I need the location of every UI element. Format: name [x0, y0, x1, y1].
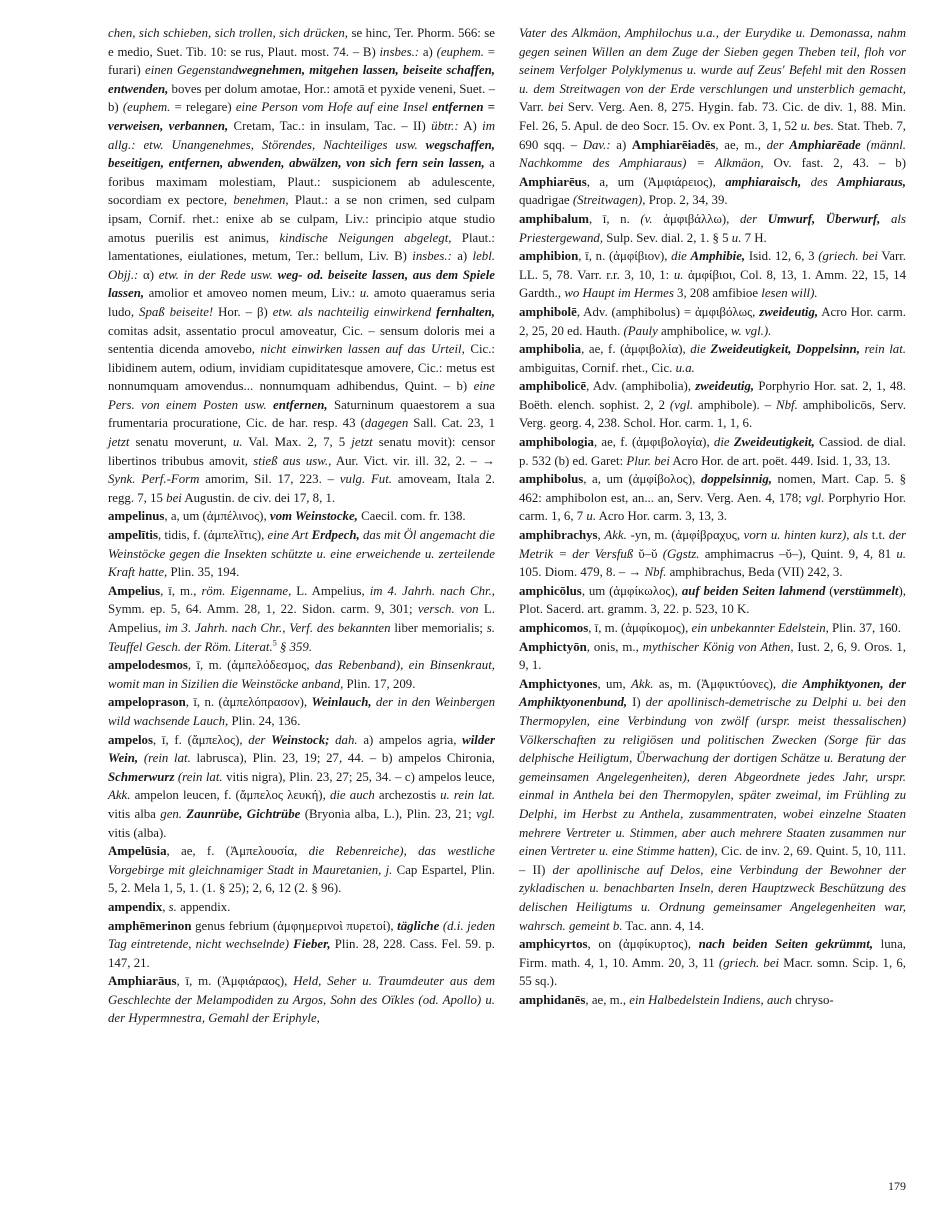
entry-text: Augustin. de civ. dei 17, 8, 1. — [181, 490, 336, 505]
headword: ampeloprason — [108, 695, 186, 710]
entry-text: tägliche — [397, 918, 440, 933]
dictionary-entry — [108, 731, 495, 843]
entry-text: , ī, n. (ἀμφίβιον), — [578, 249, 672, 264]
headword: ampelītis — [108, 528, 158, 543]
entry-text: Porphyrio Hor. carm. 1, 6, 7 — [519, 490, 907, 524]
entry-text: das mit Öl angemacht die Weinstöcke gegen die Insekten schützte u. eine erweichende u. zerteilende Kraft hatte, — [108, 528, 495, 580]
entry-text: = furari) — [108, 44, 495, 78]
entry-text: , ī, f. (ἄμπελος), — [152, 732, 249, 747]
entry-text: Held, Seher u. Traumdeuter aus dem Geschlechte der Melampodiden zu Argos, Sohn des Oïkles (od. Apollo) u. der Hypermnestra, Gemahl der Eriphyle, — [108, 974, 495, 1026]
entry-text: Fieber, — [293, 937, 331, 952]
dictionary-entry — [519, 340, 906, 377]
entry-text: Zaunrübe, Gichtrübe — [186, 806, 301, 821]
entry-text: , um (ἀμφίκωλος), — [581, 583, 682, 598]
headword: Amphictyones — [519, 676, 598, 691]
entry-text: benehmen, — [233, 193, 289, 208]
entry-text: w. vgl.). — [730, 323, 772, 338]
entry-text: die — [671, 249, 691, 264]
entry-text: vgl. — [805, 490, 825, 505]
entry-text: , ae, f. (Ἀμπελουσία, — [166, 844, 309, 859]
entry-text: der Metrik = der Versfuß — [519, 528, 907, 561]
entry-text: , um, — [597, 676, 632, 691]
entry-text: amphimacrus –ῠ–), Quint. 9, 4, 81 — [699, 546, 897, 561]
entry-text: genus febrium (ἀμφημερινοὶ πυρετοί), — [191, 918, 398, 933]
entry-text: a) ampelos agria, — [357, 732, 463, 747]
entry-text: gen. — [160, 806, 183, 821]
dictionary-entry — [519, 377, 906, 433]
entry-text: (Streitwagen), — [572, 193, 646, 208]
entry-text: L. Ampelius, — [108, 602, 495, 635]
entry-text: Serv. Verg. Aen. 8, 275. Hygin. fab. 73. Cic. de div. 1, 88. Min. Fel. 26, 5. Apul. de deo Socr. 15. Ov. ex Pont. 3, 1, 52 — [519, 100, 906, 133]
entry-text: die — [713, 435, 734, 450]
dictionary-entry — [108, 582, 495, 656]
headword: ampelodesmos — [108, 658, 188, 673]
entry-text: Porphyrio Hor. sat. 2, 1, 48. Boëth. elench. sophist. 2, 2 — [519, 379, 906, 412]
entry-text: Tac. ann. 4, 14. — [622, 918, 705, 933]
entry-text: , ī, n. (ἀμπελόπρασον), — [185, 695, 312, 710]
entry-text: (vgl. — [669, 397, 694, 412]
entry-text: comitas adsit, assentatio procul amoveatur, Cic. – sensum doloris mei a sententia dicenda amovebo, — [108, 323, 495, 357]
entry-text: α) — [138, 267, 159, 282]
entry-text: Cretam, Tac.: in insulam, Tac. – II) — [228, 118, 432, 133]
entry-text: weg- od. beiseite lassen, aus dem Spiele lassen, — [108, 267, 495, 301]
entry-text: ambiguitas, Cornif. rhet., Cic. — [519, 360, 676, 375]
entry-text: entfernen, — [273, 397, 328, 412]
entry-text: Plin. 35, 194. — [167, 565, 240, 580]
entry-text: , — [597, 528, 605, 543]
headword: amphibolicē — [519, 379, 587, 394]
entry-text: Amphiarēade — [789, 137, 861, 152]
entry-text: vitis alba — [108, 806, 161, 821]
entry-text: 105. Diom. 479, 8. – → — [519, 565, 645, 580]
entry-text: Cic. de inv. 2, 69. Quint. 5, 10, 111. – II) — [519, 844, 906, 877]
entry-text: versch. von — [417, 602, 479, 617]
entry-text: amphibole). – — [693, 397, 777, 412]
headword: Ampelūsia — [108, 844, 167, 859]
entry-text: , ae, f. (ἀμφιβολογία), — [593, 435, 714, 450]
entry-text: Cassiod. de dial. p. 532 (b) ed. Garet: — [519, 435, 906, 468]
entry-text: u.a. — [675, 360, 695, 375]
entry-text: Dav.: — [582, 137, 611, 152]
dictionary-entry — [108, 972, 495, 1028]
entry-text: doppelsinnig, — [700, 472, 772, 487]
entry-text: ampelon leucen, f. (ἄμπελος λευκή), — [130, 788, 330, 803]
entry-text: fernhalten, — [436, 304, 495, 319]
entry-text: wegschaffen, beseitigen, entfernen, abwenden, abwälzen, von sich fern sein lassen, — [108, 137, 495, 171]
entry-text: jetzt — [108, 435, 130, 450]
entry-text: , a, um (ἀμπέλινος), — [164, 509, 270, 524]
headword: Amphiarāus — [108, 974, 177, 989]
dictionary-entry — [519, 247, 906, 303]
entry-text: wegnehmen, mitgehen lassen, beiseite schaffen, entwenden, — [108, 63, 495, 96]
entry-text: der in den Weinbergen wild wachsende Lauch, — [108, 695, 495, 728]
entry-text: u. — [232, 435, 243, 450]
entry-text: Schmerwurz — [108, 769, 175, 784]
entry-text: Caecil. com. fr. 138. — [357, 509, 466, 524]
entry-text: Plaut.: a se non crimen, sed culpam ipsam, Cornif. rhet.: enixe ab se culpam, Liv.: principio atque studio amotus puerilis est animus, — [108, 193, 495, 245]
dictionary-entry — [519, 433, 906, 470]
headword: ampelos — [108, 732, 153, 747]
entry-text: Plin. 28, 228. Cass. Fel. 59. p. 147, 21. — [108, 937, 495, 970]
entry-text: a) — [419, 44, 437, 59]
headword: amphibrachys — [519, 528, 598, 543]
entry-text: vitis nigra), Plin. 23, 27; 25, 34. – c) ampelos leuce, — [222, 769, 495, 784]
entry-text: , ae, f. (ἀμφιβολία), — [581, 342, 691, 357]
entry-text: Zweideutigkeit, Doppelsinn, — [710, 342, 860, 357]
headword: amphibolia — [519, 342, 582, 357]
entry-text: etw. als nachteilig einwirkend — [272, 304, 432, 319]
headword: amphēmerinon — [108, 918, 192, 933]
entry-text: Varr. LL. 5, 78. Varr. r.r. 3, 10, 1: — [519, 249, 907, 282]
entry-text: a foribus maximam molestiam, Plaut.: suspicionem ab adulescente, socordiam ex pectore, — [108, 156, 495, 208]
entry-text: Amphibie, — [690, 249, 746, 264]
right-column — [519, 24, 906, 1186]
entry-text: ), Plot. Sacerd. art. gramm. 3, 22. p. 523, 10 K. — [519, 583, 906, 617]
entry-text: (euphem. — [122, 100, 171, 115]
headword: amphicyrtos — [519, 937, 588, 952]
entry-text: etw. in der Rede usw. — [158, 267, 273, 282]
entry-text: , tidis, f. (ἀμπελῖτις), — [157, 528, 268, 543]
entry-text: senatu moverunt, — [129, 435, 233, 450]
entry-text: der — [740, 211, 768, 226]
entry-text: Acro Hor. carm. 2, 25, 20 ed. Hauth. — [519, 304, 906, 338]
dictionary-entry — [519, 526, 906, 582]
entry-text: , on (ἀμφίκυρτος), — [587, 937, 699, 952]
entry-text: L. Ampelius, — [291, 583, 370, 598]
entry-text: Umwurf, Überwurf, — [767, 211, 881, 226]
entry-text: u. bes. — [800, 118, 834, 133]
entry-text: des — [810, 174, 838, 189]
entry-text: ein unbekannter Edelstein, — [691, 621, 829, 635]
entry-text: eine Art — [267, 528, 312, 543]
entry-text: (d.i. jeden Tag eintretende, nicht wechselnde) — [108, 918, 495, 952]
entry-text: Cic.: libidinem autem, odium, invidiam cupiditatesque amovere, Cic.: metus est nonnumquam amovendus... nonnumquam adhibendus, Quint. – b) — [108, 342, 496, 394]
entry-text: boves per dolum amotae, Hor.: amotā et pyxide veneni, Suet. – b) — [108, 81, 495, 115]
entry-text: Spaß beiseite! — [139, 304, 214, 319]
entry-text: , ae, m., — [585, 992, 630, 1007]
dictionary-entry — [519, 638, 906, 675]
headword: amphibolus — [519, 472, 584, 487]
entry-text: Zweideutigkeit, — [733, 435, 815, 450]
dictionary-page — [108, 24, 906, 1186]
entry-text: chen, sich schieben, sich trollen, sich drücken, — [108, 26, 349, 40]
entry-text: verstümmelt — [833, 583, 899, 598]
entry-text: Isid. 12, 6, 3 — [745, 249, 819, 264]
entry-text: als Priestergewand, — [519, 211, 906, 245]
entry-text: s. — [168, 899, 177, 914]
entry-text: quadrigae — [519, 193, 573, 208]
dictionary-entry — [519, 303, 906, 340]
entry-text: Acro Hor. de art. poët. 449. Isid. 1, 33, 13. — [669, 453, 891, 468]
dictionary-entry — [108, 656, 495, 693]
headword: Amphiarēiadēs — [631, 137, 716, 152]
left-column — [108, 24, 495, 1186]
entry-text: , ae, m., — [715, 137, 767, 152]
entry-text: (männl. Nachkomme des Amphiaraus) = Alkmäon, — [519, 137, 906, 171]
entry-text: entfernen = verweisen, verbannen, — [108, 100, 495, 133]
entry-text: Weinlauch, — [311, 695, 372, 710]
entry-text: Macr. somn. Scip. 1, 6, 55 sq.). — [519, 955, 907, 989]
entry-text: I) — [627, 695, 646, 710]
entry-text: zweideutig, — [759, 304, 819, 319]
entry-text: liber memorialis; — [390, 621, 487, 635]
entry-text: Sall. Cat. 23, 1 — [408, 416, 496, 431]
entry-text: jetzt — [351, 435, 373, 450]
headword: amphidanēs — [519, 992, 586, 1007]
entry-text: das Rebenband), ein Binsenkraut, womit man in Sizilien die Weinstöcke anband, — [108, 658, 495, 691]
entry-text: , Adv. (amphibolia), — [586, 379, 696, 394]
entry-text: Aur. Vict. vir. ill. 32, 2. – → — [331, 453, 495, 468]
entry-text: übtr.: — [431, 118, 459, 133]
entry-text: eine Person vom Hofe auf eine Insel — [235, 100, 433, 115]
entry-text: im 4. Jahrh. nach Chr., — [369, 583, 495, 598]
dictionary-entry — [108, 842, 495, 898]
entry-text: zweideutig, — [695, 379, 755, 394]
dictionary-entry — [519, 470, 906, 526]
entry-text: Cap Espartel, Plin. 5, 2. Mela 1, 5, 1. (1. § 25); 2, 6, 12 (2. § 96). — [108, 862, 495, 896]
entry-text: , ī, m., — [160, 583, 202, 598]
entry-text — [418, 138, 426, 152]
entry-text: Nbf. — [776, 397, 798, 412]
entry-text: amorim, Sil. 17, 223. – — [199, 472, 340, 487]
dictionary-entry — [519, 675, 906, 935]
entry-text: Vater des Alkmäon, Amphilochus u.a., der Eurydike u. Demonassa, nahm gegen seinen Willen an dem Zuge der Sieben gegen Theben teil, floh vor seinem Verfolger Polyklymenus u. wurde auf Zeus' Befehl mit den Rossen u. dem Streitwagen von der Erde verschlungen und unsterblich gemacht, — [519, 26, 906, 96]
entry-text: (griech. bei — [818, 249, 878, 264]
dictionary-entry — [519, 991, 906, 1010]
entry-text: Val. Max. 2, 7, 5 — [242, 435, 352, 450]
entry-text: Erdpech, — [311, 528, 360, 543]
entry-text: stieß aus usw., — [253, 453, 332, 468]
dictionary-entry — [519, 582, 906, 619]
entry-text: u. — [731, 230, 742, 245]
entry-text: Akk. — [604, 528, 627, 543]
entry-text: , onis, m., — [586, 639, 643, 654]
dictionary-entry — [108, 693, 495, 730]
entry-text: amolior et amoveo nomen meum, Liv.: — [144, 286, 360, 301]
entry-text: (Bryonia alba, L.), Plin. 23, 21; — [300, 806, 477, 821]
headword: amphibalum — [519, 211, 589, 226]
entry-text: der — [766, 137, 790, 152]
entry-text: die — [781, 676, 803, 691]
entry-text: (v. — [640, 211, 653, 226]
entry-text: Acro Hor. carm. 3, 13, 3. — [596, 509, 727, 524]
entry-text: , a, um (Ἀμφιάρειος), — [586, 174, 726, 189]
entry-text: nach beiden Seiten gekrümmt, — [698, 937, 874, 952]
headword: Ampelius — [108, 583, 161, 598]
entry-text: Plin. 37, 160. — [828, 621, 901, 635]
entry-text: 3, 208 amfibioe — [673, 286, 762, 301]
entry-text: (euphem. — [436, 44, 484, 59]
entry-text: ἀμφίβιοι, Col. 8, 13, 1. Amm. 22, 15, 14 Gardth., — [519, 267, 906, 301]
entry-text: vitis (alba). — [108, 825, 167, 840]
dictionary-entry — [108, 526, 495, 582]
entry-text: amoto quaeramus seria ludo, — [108, 286, 495, 319]
entry-text: luna, Firm. math. 4, 1, 10. Amm. 20, 3, 11 — [519, 937, 906, 970]
entry-text: der — [248, 732, 272, 747]
entry-text: u. — [673, 267, 684, 282]
entry-text: vgl. — [476, 806, 495, 821]
entry-text: a) — [451, 249, 473, 264]
headword: amphibologia — [519, 435, 594, 450]
entry-text: eine Pers. von einem Posten usw. — [108, 379, 495, 412]
entry-text: u. rein lat. — [440, 788, 495, 803]
entry-text: wilder Wein, — [108, 732, 495, 766]
entry-text: Plin. 17, 209. — [343, 676, 416, 691]
entry-text: einen Gegenstand — [145, 63, 239, 78]
entry-text: amphibrachus, Beda (VII) 242, 3. — [666, 565, 843, 580]
entry-text: Stat. Theb. 7, 690 sqq. – — [519, 118, 906, 152]
entry-text: Amphiktyonen, der Amphiktyonenbund, — [519, 676, 906, 710]
entry-text: amphibolice, — [657, 323, 731, 338]
headword: amphicōlus — [519, 583, 582, 598]
entry-text: Plin. 24, 136. — [228, 713, 301, 728]
entry-text: Plaut.: lamentationes, eiulationes, metum, Ter.: bellum, Liv. B) — [108, 230, 495, 264]
entry-text: u. — [359, 286, 370, 301]
entry-text: (griech. bei — [718, 955, 780, 970]
entry-text: Ov. fast. 2, 43. – b) — [763, 156, 906, 171]
entry-text: insbes.: — [412, 249, 452, 264]
page-number: 179 — [888, 1179, 906, 1193]
entry-text: a) — [610, 137, 632, 152]
entry-text: wo Haupt im Hermes — [564, 286, 674, 301]
entry-text: se hinc, Ter. Phorm. 566: se e medio, Suet. Tib. 10: se rus, Plaut. most. 74. – B) — [108, 26, 496, 59]
entry-text: , ī, n. — [588, 211, 641, 226]
continued-entry — [519, 24, 906, 210]
headword: amphibion — [519, 249, 579, 264]
entry-text: Prop. 2, 34, 39. — [645, 193, 728, 208]
entry-text: ῠ–ῠ — [633, 546, 663, 561]
entry-text: Iust. 2, 6, 9. Oros. 1, 9, 1. — [519, 639, 906, 673]
entry-text: Akk. — [631, 676, 654, 691]
entry-text: archezostis — [374, 788, 441, 803]
entry-text: , ī, m. (ἀμπελόδεσμος, — [187, 658, 315, 673]
entry-text: dagegen — [364, 416, 409, 431]
entry-text: lebl. Objj.: — [108, 249, 495, 282]
entry-text: , a, um (ἀμφίβολος), — [583, 472, 701, 487]
entry-text: Synk. Perf.-Form — [108, 472, 200, 487]
entry-text: Akk. — [108, 788, 131, 803]
entry-text: der apollinisch-demetrische zu Delphi u. bei den Thermopylen, eine Verbindung von zwölf (urspr. meist thessalischen) Völkerschaften zu religiösen und politischen Zwecken (Sorge für das delphische Heiligtum, Überwachung der dortigen Schätze u. Beratung der gemeinsamen Angelegenheiten), deren Abgeordnete jedes Jahr, urspr. einmal in Anthela bei den Thermopylen, später zweimal, im Frühling zu Delphi, im Herbst zu Anthela, zusammentraten, wobei einzelne Staaten mehrere Vertreter u. Stimmen, aber auch mehrere Staaten zusammen nur einen Vertreter u. eine Stimme hatten), — [519, 695, 906, 859]
entry-text: Weinstock; — [271, 732, 330, 747]
entry-text: nomen, Mart. Cap. 5. § 462: amphibolon est, an... an, Serv. Verg. Aen. 4, 178; — [519, 472, 906, 505]
entry-text: , ī, m. (ἀμφίκομος), — [588, 621, 692, 635]
entry-text: u. — [586, 509, 597, 524]
headword: amphibolē — [519, 304, 577, 319]
entry-text: bei — [547, 100, 564, 115]
entry-text: -yn, m. (ἀμφίβραχυς, — [626, 528, 744, 543]
entry-text: t.t. — [868, 528, 889, 543]
headword: Amphiarēus — [519, 174, 587, 189]
entry-text: (Ggstz. — [662, 546, 700, 561]
entry-text: , ī, m. (Ἀμφιάραος), — [176, 974, 294, 989]
entry-text: Hor. – β) — [213, 304, 273, 319]
entry-text: = relegare) — [170, 100, 236, 115]
dictionary-entry — [519, 210, 906, 247]
headword: ampelinus — [108, 509, 165, 524]
entry-text: Sulp. Sev. dial. 2, 1. § 5 — [603, 230, 732, 245]
entry-text: as, m. (Ἀμφικτύονες), — [653, 676, 782, 691]
entry-text: Varr. — [519, 100, 548, 115]
entry-text: der apollinische auf Delos, eine Verbindung der Bewohner der zykladischen u. benachbarten Inseln, deren Hauptzweck Beschützung des delischen Heiligtums u. Ordnung gemeinsamer Angelegenheiten war, wahrsch. gemeint b. — [519, 862, 906, 933]
entry-text: (rein lat. — [143, 751, 191, 766]
entry-text: rein lat. — [859, 342, 906, 357]
entry-text: ( — [825, 583, 834, 598]
entry-text: amoveam, Itala 2. regg. 7, 15 — [108, 472, 496, 505]
entry-text — [801, 175, 810, 189]
entry-text: Amphiaraus, — [837, 174, 906, 189]
headword: Amphictyōn — [519, 639, 587, 654]
entry-text: labrusca), Plin. 23, 19; 27, 44. – b) ampelos Chironia, — [190, 751, 495, 766]
entry-text: Plur. bei — [626, 453, 670, 468]
entry-text: röm. Eigenname, — [201, 583, 292, 598]
entry-text: die auch — [329, 788, 375, 803]
entry-text: s. Teuffel Gesch. der Röm. Literat. — [108, 621, 495, 654]
entry-text: 5 — [272, 638, 277, 648]
entry-text: lesen will). — [761, 286, 818, 301]
entry-text: Saturninum quaestorem a sua frumentaria procuratione, Cic. de har. resp. 43 ( — [108, 397, 496, 431]
entry-text: mythischer König von Athen, — [642, 639, 794, 654]
entry-text: dah. — [329, 732, 358, 747]
entry-text: im 3. Jahrh. nach Chr., Verf. des bekannten — [164, 621, 391, 635]
entry-text: amphibolicōs, Serv. Verg. georg. 4, 238. Schol. Hor. carm. 1, 1, 6. — [519, 397, 906, 431]
entry-text: die — [690, 342, 711, 357]
entry-text: chryso- — [791, 992, 834, 1007]
entry-text: (rein lat. — [177, 769, 223, 784]
entry-text: u. — [896, 546, 907, 561]
entry-text: ἀμφιβάλλω), — [652, 211, 740, 226]
dictionary-entry — [519, 619, 906, 638]
entry-text: 7 H. — [741, 230, 767, 245]
entry-text: A) — [458, 118, 483, 133]
entry-text: kindische Neigungen abgelegt, — [279, 230, 452, 245]
headword: ampendix — [108, 899, 163, 914]
entry-text: insbes.: — [379, 44, 420, 59]
entry-text: senatu movit): censor libertinos tribubus amovit, — [108, 435, 495, 468]
entry-text: § 359. — [276, 639, 313, 654]
entry-text: auf beiden Seiten lahmend — [681, 583, 826, 598]
entry-text: Symm. ep. 5, 64. Amm. 28, 1, 22. Sidon. carm. 9, 301; — [108, 602, 418, 617]
continued-entry — [108, 24, 495, 507]
dictionary-entry — [108, 898, 495, 917]
entry-text: , Adv. (amphibolus) = ἀμφιβόλως, — [576, 304, 760, 319]
entry-text: die Rebenreiche), das westliche Vorgebirge mit gleichnamiger Stadt in Mauretanien, j. — [108, 844, 495, 877]
headword: amphicomos — [519, 621, 589, 635]
entry-text: ein Halbedelstein Indiens, auch — [629, 992, 792, 1007]
entry-text: im allg.: etw. Unangenehmes, Störendes, Nachteiliges usw. — [108, 118, 495, 152]
entry-text: nicht einwirken lassen auf das Urteil, — [260, 342, 465, 357]
entry-text: (Pauly — [623, 323, 658, 338]
entry-text: bei — [166, 490, 182, 505]
dictionary-entry — [108, 917, 495, 973]
entry-text: amphiaraisch, — [725, 174, 802, 189]
entry-text: , — [162, 899, 169, 914]
entry-text: vorn u. hinten kurz), als — [743, 528, 869, 543]
entry-text: Nbf. — [644, 565, 667, 580]
entry-text: vom Weinstocke, — [269, 509, 358, 524]
dictionary-entry — [108, 507, 495, 526]
entry-text: appendix. — [176, 899, 231, 914]
entry-text: vulg. Fut. — [339, 472, 393, 487]
dictionary-entry — [519, 935, 906, 991]
